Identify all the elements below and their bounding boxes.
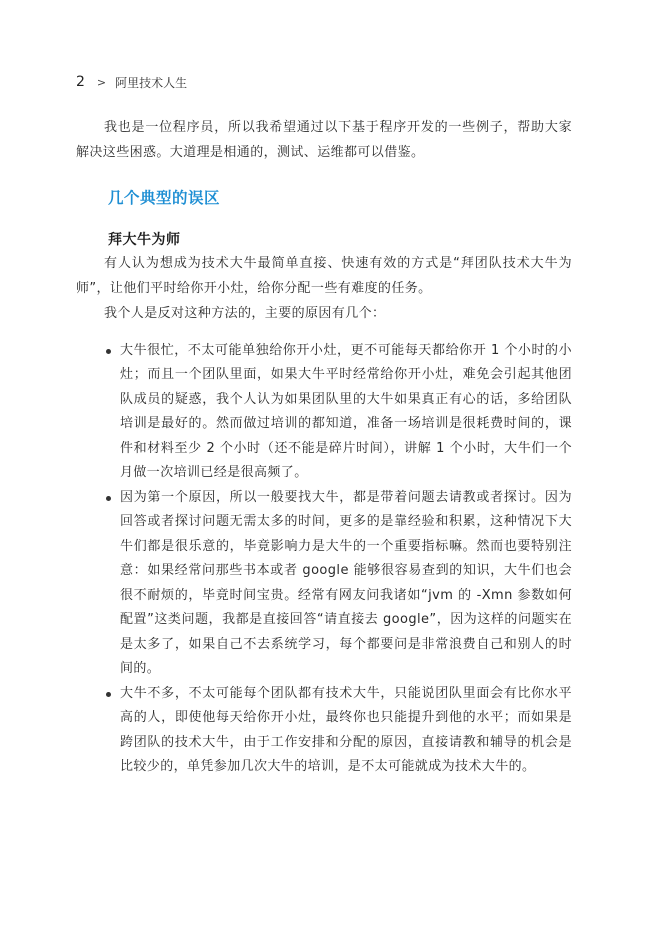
section-title: 几个典型的误区 <box>108 189 221 207</box>
list-item <box>76 682 572 780</box>
book-title: 阿里技术人生 <box>115 75 188 90</box>
running-header <box>76 72 187 92</box>
list-item-text: 大牛不多，不太可能每个团队都有技术大牛，只能说团队里面会有比你水平高的人，即使他每天给你开小灶，最终你也只能提升到他的水平；而如果是跨团队的技术大牛，由于工作安排和分配的原因，直接请教和辅导的机会是比较少的，单凭参加几次大牛的培训，是不太可能就成为技术大牛的。 <box>120 685 572 774</box>
page-number: 2 <box>76 74 85 90</box>
list-item-text: 因为第一个原因，所以一般要找大牛，都是带着问题去请教或者探讨。因为回答或者探讨问题无需太多的时间，更多的是靠经验和积累，这种情况下大牛们都是很乐意的，毕竟影响力是大牛的一个重要指标嘛。然而也要特别注意：如果经常问那些书本或者 google 能够很容易查到的知识，大牛们也会很不耐烦的，毕竟时间宝贵。经常有网友问我诸如“jvm 的 -Xmn 参数如何配置”这类问题，我都是直接回答“请直接去 google”，因为这样的问题实在是太多了，如果自己不去系统学习，每个都要问是非常浪费自己和别人的时间的。 <box>120 489 572 676</box>
opening-paragraph: 我也是一位程序员，所以我希望通过以下基于程序开发的一些例子，帮助大家解决这些困惑。大道理是相通的，测试、运维都可以借鉴。 <box>76 120 572 160</box>
page-content <box>76 116 572 780</box>
list-item <box>76 339 572 486</box>
subsection-title: 拜大牛为师 <box>108 232 181 248</box>
bullet-dot-icon <box>106 692 111 697</box>
list-item <box>76 486 572 682</box>
bullet-dot-icon <box>106 349 111 354</box>
bullet-dot-icon <box>106 496 111 501</box>
reason-list <box>76 339 572 780</box>
intro-paragraph-2: 我个人是反对这种方法的，主要的原因有几个： <box>104 306 386 321</box>
header-separator: > <box>96 75 107 89</box>
intro-paragraph-1: 有人认为想成为技术大牛最简单直接、快速有效的方式是“拜团队技术大牛为师”，让他们平时给你开小灶，给你分配一些有难度的任务。 <box>76 256 572 296</box>
list-item-text: 大牛很忙，不太可能单独给你开小灶，更不可能每天都给你开 1 个小时的小灶；而且一个团队里面，如果大牛平时经常给你开小灶，难免会引起其他团队成员的疑惑，我个人认为如果团队里的大牛如果真正有心的话，多给团队培训是最好的。然而做过培训的都知道，准备一场培训是很耗费时间的，课件和材料至少 2 个小时（还不能是碎片时间），讲解 1 个小时，大牛们一个月做一次培训已经是很高频了。 <box>120 342 572 480</box>
